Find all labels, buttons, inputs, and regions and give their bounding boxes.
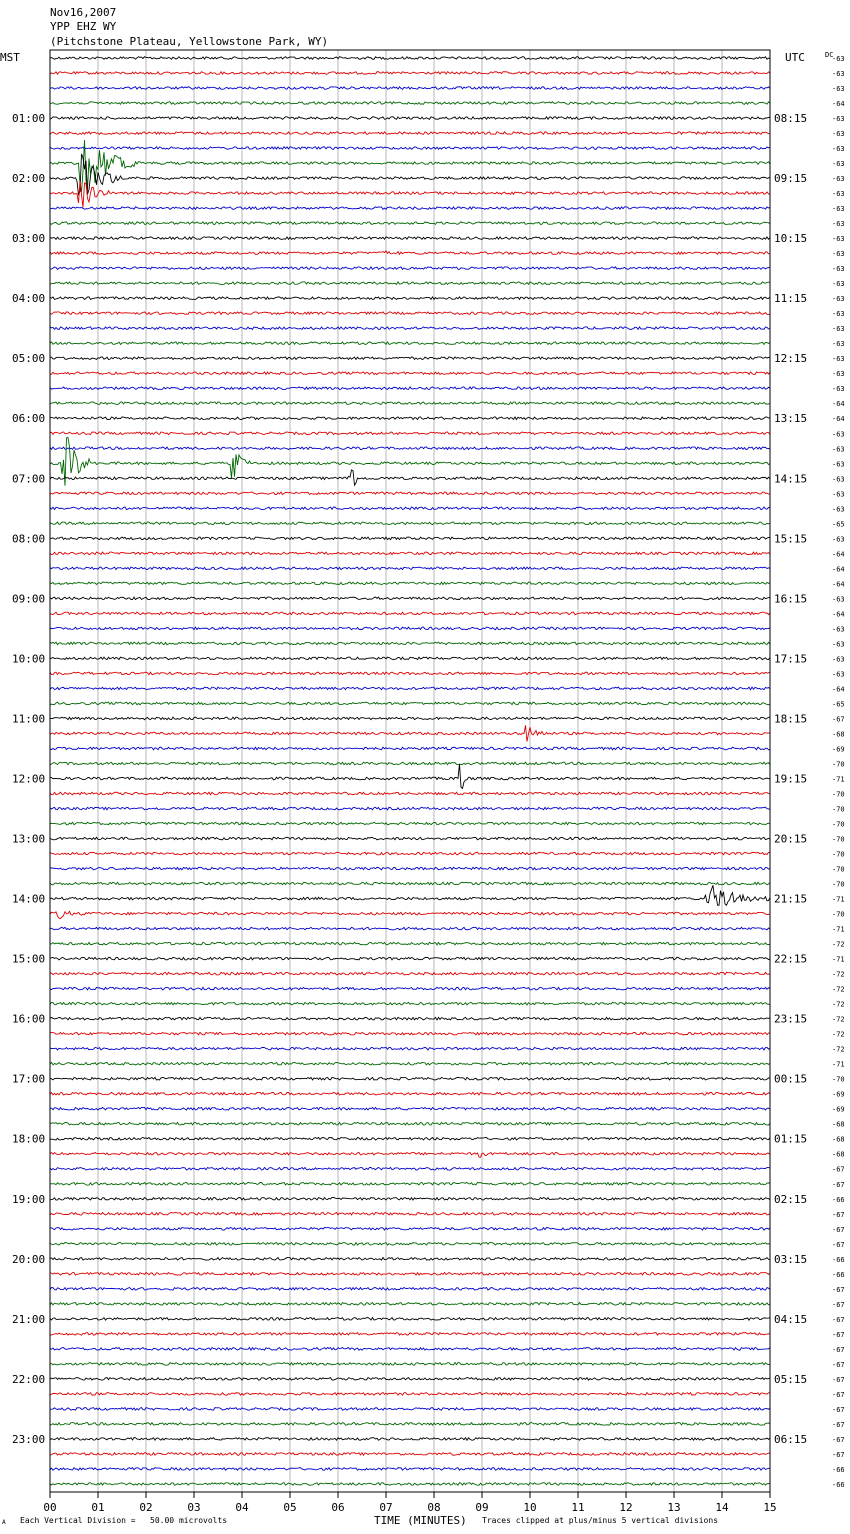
seismic-trace	[50, 1137, 770, 1140]
dc-offset-label: -64	[832, 565, 845, 574]
seismic-trace	[50, 837, 770, 840]
seismic-trace	[50, 522, 770, 525]
seismic-trace	[50, 942, 770, 945]
dc-offset-label: -63	[832, 220, 845, 229]
seismic-trace	[50, 1212, 770, 1215]
dc-offset-label: -63	[832, 340, 845, 349]
dc-offset-label: -72	[832, 1045, 845, 1054]
seismic-trace	[50, 702, 770, 705]
mst-label: MST	[0, 51, 20, 64]
utc-hour-label: 05:15	[774, 1372, 808, 1386]
dc-offset-label: -63	[832, 460, 845, 469]
utc-hour-label: 11:15	[774, 292, 808, 306]
utc-hour-labels	[774, 112, 807, 1446]
dc-offset-label: -72	[832, 940, 845, 949]
dc-offset-label: -63	[832, 535, 845, 544]
seismic-trace	[50, 1092, 770, 1095]
dc-header: DC	[825, 51, 834, 59]
mst-hour-label: 08:00	[12, 532, 46, 546]
utc-hour-label: 17:15	[774, 652, 808, 666]
utc-hour-label: 20:15	[774, 832, 808, 846]
dc-offset-labels	[832, 55, 845, 1489]
utc-hour-label: 12:15	[774, 352, 808, 366]
utc-hour-label: 15:15	[774, 532, 808, 546]
x-tick-label: 09	[475, 1501, 489, 1514]
mst-hour-label: 16:00	[12, 1012, 46, 1026]
utc-hour-label: 13:15	[774, 412, 808, 426]
dc-offset-label: -67	[832, 715, 845, 724]
dc-offset-label: -68	[832, 1135, 845, 1144]
dc-offset-label: -63	[832, 205, 845, 214]
seismic-trace	[50, 1453, 770, 1456]
dc-offset-label: -63	[832, 625, 845, 634]
dc-offset-label: -63	[832, 175, 845, 184]
seismic-trace	[50, 357, 770, 360]
dc-offset-label: -63	[832, 310, 845, 319]
dc-offset-label: -63	[832, 55, 845, 63]
dc-offset-label: -63	[832, 160, 845, 169]
seismic-trace	[50, 222, 770, 225]
seismic-trace	[50, 657, 770, 660]
dc-offset-label: -69	[832, 745, 845, 754]
dc-offset-label: -67	[832, 1180, 845, 1189]
dc-offset-label: -63	[832, 595, 845, 604]
dc-offset-label: -72	[832, 970, 845, 979]
dc-offset-label: -69	[832, 1090, 845, 1099]
seismic-trace	[50, 1243, 770, 1246]
seismic-trace	[50, 957, 770, 960]
dc-offset-label: -63	[832, 325, 845, 334]
dc-offset-label: -63	[832, 85, 845, 94]
dc-offset-label: -67	[832, 1420, 845, 1429]
mst-hour-labels	[12, 112, 45, 1446]
mst-hour-label: 17:00	[12, 1072, 46, 1086]
seismic-trace	[50, 102, 770, 105]
dc-offset-label: -68	[832, 1150, 845, 1159]
seismic-trace	[50, 470, 770, 485]
seismic-trace	[50, 867, 770, 870]
mst-hour-label: 22:00	[12, 1372, 46, 1386]
dc-offset-label: -71	[832, 775, 845, 784]
seismic-trace	[50, 447, 770, 450]
seismic-trace	[50, 852, 770, 855]
dc-offset-label: -63	[832, 130, 845, 139]
dc-offset-label: -63	[832, 70, 845, 79]
mst-hour-label: 03:00	[12, 232, 46, 246]
seismic-trace	[50, 1438, 770, 1441]
dc-offset-label: -66	[832, 1465, 845, 1474]
mst-hour-label: 20:00	[12, 1252, 46, 1266]
seismic-trace	[50, 1468, 770, 1471]
seismic-traces	[50, 57, 770, 1486]
seismic-trace	[50, 1167, 770, 1170]
dc-offset-label: -64	[832, 400, 845, 409]
seismic-trace	[50, 1047, 770, 1050]
dc-offset-label: -67	[832, 1405, 845, 1414]
dc-offset-label: -70	[832, 790, 845, 799]
record-date: Nov16,2007	[50, 6, 117, 19]
x-tick-label: 07	[379, 1501, 393, 1514]
utc-hour-label: 00:15	[774, 1072, 808, 1086]
dc-offset-label: -70	[832, 865, 845, 874]
mst-hour-label: 19:00	[12, 1192, 46, 1206]
utc-hour-label: 14:15	[774, 472, 808, 486]
seismic-trace	[50, 567, 770, 570]
seismic-trace	[50, 402, 770, 405]
x-tick-label: 14	[715, 1501, 729, 1514]
mst-hour-label: 07:00	[12, 472, 46, 486]
mst-hour-label: 01:00	[12, 112, 46, 126]
seismic-trace	[50, 1122, 770, 1125]
dc-offset-label: -69	[832, 1105, 845, 1114]
seismic-trace	[50, 1408, 770, 1411]
seismic-trace	[50, 972, 770, 975]
dc-offset-label: -68	[832, 730, 845, 739]
dc-offset-label: -64	[832, 610, 845, 619]
seismic-trace	[50, 1152, 770, 1157]
seismic-trace	[50, 372, 770, 375]
seismic-trace	[50, 1423, 770, 1426]
seismic-trace	[50, 792, 770, 795]
dc-offset-label: -63	[832, 295, 845, 304]
x-tick-label: 15	[763, 1501, 777, 1514]
seismic-trace	[50, 342, 770, 345]
seismic-trace	[50, 1077, 770, 1080]
x-tick-label: 03	[187, 1501, 201, 1514]
seismic-trace	[50, 1378, 770, 1381]
dc-offset-label: -63	[832, 505, 845, 514]
mst-hour-label: 10:00	[12, 652, 46, 666]
seismic-trace	[50, 147, 770, 150]
seismic-trace	[50, 885, 770, 905]
utc-hour-label: 16:15	[774, 592, 808, 606]
dc-offset-label: -63	[832, 490, 845, 499]
seismic-trace	[50, 154, 770, 195]
plot-frame	[50, 50, 770, 1492]
utc-hour-label: 01:15	[774, 1132, 808, 1146]
seismic-trace	[50, 1182, 770, 1185]
dc-offset-label: -72	[832, 1030, 845, 1039]
dc-offset-label: -64	[832, 580, 845, 589]
dc-offset-label: -63	[832, 640, 845, 649]
dc-offset-label: -67	[832, 1375, 845, 1384]
utc-hour-label: 09:15	[774, 172, 808, 186]
mst-hour-label: 15:00	[12, 952, 46, 966]
vertical-division-note: Each Vertical Division = 50.00 microvolts	[20, 1516, 228, 1525]
seismic-trace	[50, 612, 770, 615]
mst-hour-label: 14:00	[12, 892, 46, 906]
mst-hour-label: 05:00	[12, 352, 46, 366]
dc-offset-label: -63	[832, 115, 845, 124]
dc-offset-label: -63	[832, 385, 845, 394]
seismic-trace	[50, 1318, 770, 1321]
seismic-trace	[50, 987, 770, 990]
seismic-trace	[50, 181, 770, 207]
seismic-trace	[50, 297, 770, 300]
x-axis-ticks	[43, 1492, 776, 1514]
dc-offset-label: -66	[832, 1270, 845, 1279]
dc-offset-label: -63	[832, 670, 845, 679]
dc-offset-label: -67	[832, 1360, 845, 1369]
x-axis-title: TIME (MINUTES)	[374, 1514, 467, 1527]
x-tick-label: 01	[91, 1501, 105, 1514]
dc-offset-label: -67	[832, 1390, 845, 1399]
x-tick-label: 00	[43, 1501, 57, 1514]
seismic-trace	[50, 582, 770, 585]
utc-hour-label: 21:15	[774, 892, 808, 906]
dc-offset-label: -64	[832, 415, 845, 424]
dc-offset-label: -70	[832, 910, 845, 919]
dc-offset-label: -63	[832, 430, 845, 439]
seismic-trace	[50, 507, 770, 510]
x-tick-label: 05	[283, 1501, 297, 1514]
dc-offset-label: -65	[832, 700, 845, 709]
utc-hour-label: 22:15	[774, 952, 808, 966]
seismic-trace	[50, 1002, 770, 1005]
seismic-trace	[50, 1288, 770, 1291]
dc-offset-label: -63	[832, 235, 845, 244]
dc-offset-label: -67	[832, 1225, 845, 1234]
seismic-trace	[50, 627, 770, 630]
dc-offset-label: -67	[832, 1300, 845, 1309]
seismic-trace	[50, 1197, 770, 1200]
dc-offset-label: -63	[832, 655, 845, 664]
seismic-trace	[50, 552, 770, 555]
utc-hour-label: 02:15	[774, 1192, 808, 1206]
seismic-trace	[50, 87, 770, 90]
utc-label: UTC	[785, 51, 805, 64]
seismic-trace	[50, 597, 770, 600]
seismic-trace	[50, 1032, 770, 1035]
seismic-trace	[50, 251, 770, 255]
seismic-trace	[50, 911, 770, 918]
mst-hour-label: 21:00	[12, 1312, 46, 1326]
seismic-trace	[50, 312, 770, 315]
dc-offset-label: -66	[832, 1255, 845, 1264]
dc-offset-label: -63	[832, 355, 845, 364]
seismic-trace	[50, 672, 770, 675]
dc-offset-label: -71	[832, 955, 845, 964]
utc-hour-label: 08:15	[774, 112, 808, 126]
dc-offset-label: -70	[832, 760, 845, 769]
scale-mark: A	[2, 1519, 6, 1526]
seismic-trace	[50, 687, 770, 690]
utc-hour-label: 18:15	[774, 712, 808, 726]
seismic-trace	[50, 717, 770, 720]
station-code: YPP EHZ WY	[50, 20, 117, 33]
seismic-trace	[50, 1333, 770, 1336]
mst-hour-label: 04:00	[12, 292, 46, 306]
dc-offset-label: -70	[832, 880, 845, 889]
dc-offset-label: -64	[832, 685, 845, 694]
utc-hour-label: 06:15	[774, 1432, 808, 1446]
seismic-trace	[50, 132, 770, 135]
seismic-trace	[50, 1017, 770, 1020]
seismic-trace	[50, 432, 770, 435]
mst-hour-label: 12:00	[12, 772, 46, 786]
dc-offset-label: -63	[832, 370, 845, 379]
dc-offset-label: -71	[832, 895, 845, 904]
dc-offset-label: -64	[832, 100, 845, 109]
dc-offset-label: -63	[832, 265, 845, 274]
seismic-trace	[50, 1107, 770, 1110]
dc-offset-label: -63	[832, 145, 845, 154]
seismic-trace	[50, 72, 770, 75]
dc-offset-label: -70	[832, 1075, 845, 1084]
mst-hour-label: 02:00	[12, 172, 46, 186]
seismic-trace	[50, 1227, 770, 1230]
utc-hour-label: 03:15	[774, 1252, 808, 1266]
dc-offset-label: -67	[832, 1240, 845, 1249]
dc-offset-label: -70	[832, 850, 845, 859]
seismic-trace	[50, 417, 770, 420]
dc-offset-label: -67	[832, 1210, 845, 1219]
dc-offset-label: -63	[832, 280, 845, 289]
x-tick-label: 10	[523, 1501, 537, 1514]
dc-offset-label: -66	[832, 1480, 845, 1489]
clip-note: Traces clipped at plus/minus 5 vertical divisions	[482, 1516, 719, 1525]
dc-offset-label: -63	[832, 475, 845, 484]
seismic-trace	[50, 1062, 770, 1065]
seismic-trace	[50, 807, 770, 810]
dc-offset-label: -66	[832, 1195, 845, 1204]
utc-hour-label: 23:15	[774, 1012, 808, 1026]
dc-offset-label: -67	[832, 1450, 845, 1459]
seismic-trace	[50, 387, 770, 390]
x-tick-label: 12	[619, 1501, 633, 1514]
dc-offset-label: -72	[832, 1000, 845, 1009]
seismic-trace	[50, 1393, 770, 1396]
seismic-trace	[50, 117, 770, 120]
dc-offset-label: -65	[832, 520, 845, 529]
seismic-trace	[50, 747, 770, 750]
mst-hour-label: 09:00	[12, 592, 46, 606]
seismic-trace	[50, 822, 770, 825]
mst-hour-label: 06:00	[12, 412, 46, 426]
seismic-trace	[50, 927, 770, 930]
seismic-trace	[50, 882, 770, 885]
x-tick-label: 02	[139, 1501, 153, 1514]
seismic-trace	[50, 57, 770, 60]
dc-offset-label: -67	[832, 1435, 845, 1444]
seismic-trace	[50, 207, 770, 210]
dc-offset-label: -63	[832, 445, 845, 454]
mst-hour-label: 23:00	[12, 1432, 46, 1446]
mst-hour-label: 13:00	[12, 832, 46, 846]
dc-offset-label: -72	[832, 1015, 845, 1024]
dc-offset-label: -63	[832, 190, 845, 199]
seismic-trace	[50, 1483, 770, 1486]
dc-offset-label: -71	[832, 1060, 845, 1069]
utc-hour-label: 10:15	[774, 232, 808, 246]
x-tick-label: 04	[235, 1501, 249, 1514]
seismic-trace	[50, 237, 770, 240]
mst-hour-label: 18:00	[12, 1132, 46, 1146]
seismic-trace	[50, 1273, 770, 1276]
seismic-trace	[50, 1363, 770, 1366]
seismic-trace	[50, 725, 770, 741]
seismic-trace	[50, 492, 770, 495]
utc-hour-label: 19:15	[774, 772, 808, 786]
seismic-trace	[50, 642, 770, 645]
seismic-trace	[50, 282, 770, 285]
seismic-trace	[50, 1258, 770, 1261]
dc-offset-label: -68	[832, 1120, 845, 1129]
dc-offset-label: -67	[832, 1165, 845, 1174]
x-tick-label: 06	[331, 1501, 345, 1514]
dc-offset-label: -71	[832, 925, 845, 934]
dc-offset-label: -67	[832, 1345, 845, 1354]
dc-offset-label: -70	[832, 835, 845, 844]
mst-hour-label: 11:00	[12, 712, 46, 726]
seismic-trace	[50, 267, 770, 270]
grid-lines	[98, 50, 722, 1492]
x-tick-label: 08	[427, 1501, 441, 1514]
dc-offset-label: -67	[832, 1330, 845, 1339]
dc-offset-label: -70	[832, 820, 845, 829]
seismic-trace	[50, 762, 770, 765]
dc-offset-label: -64	[832, 550, 845, 559]
dc-offset-label: -70	[832, 805, 845, 814]
seismic-trace	[50, 537, 770, 540]
dc-offset-label: -72	[832, 985, 845, 994]
utc-hour-label: 04:15	[774, 1312, 808, 1326]
seismic-trace	[50, 1348, 770, 1351]
dc-offset-label: -67	[832, 1315, 845, 1324]
dc-offset-label: -67	[832, 1285, 845, 1294]
seismic-trace	[50, 327, 770, 330]
seismic-trace	[50, 764, 770, 789]
station-location: (Pitchstone Plateau, Yellowstone Park, WY)	[50, 35, 329, 48]
dc-offset-label: -63	[832, 250, 845, 259]
x-tick-label: 13	[667, 1501, 681, 1514]
x-tick-label: 11	[571, 1501, 585, 1514]
seismic-trace	[50, 1303, 770, 1306]
